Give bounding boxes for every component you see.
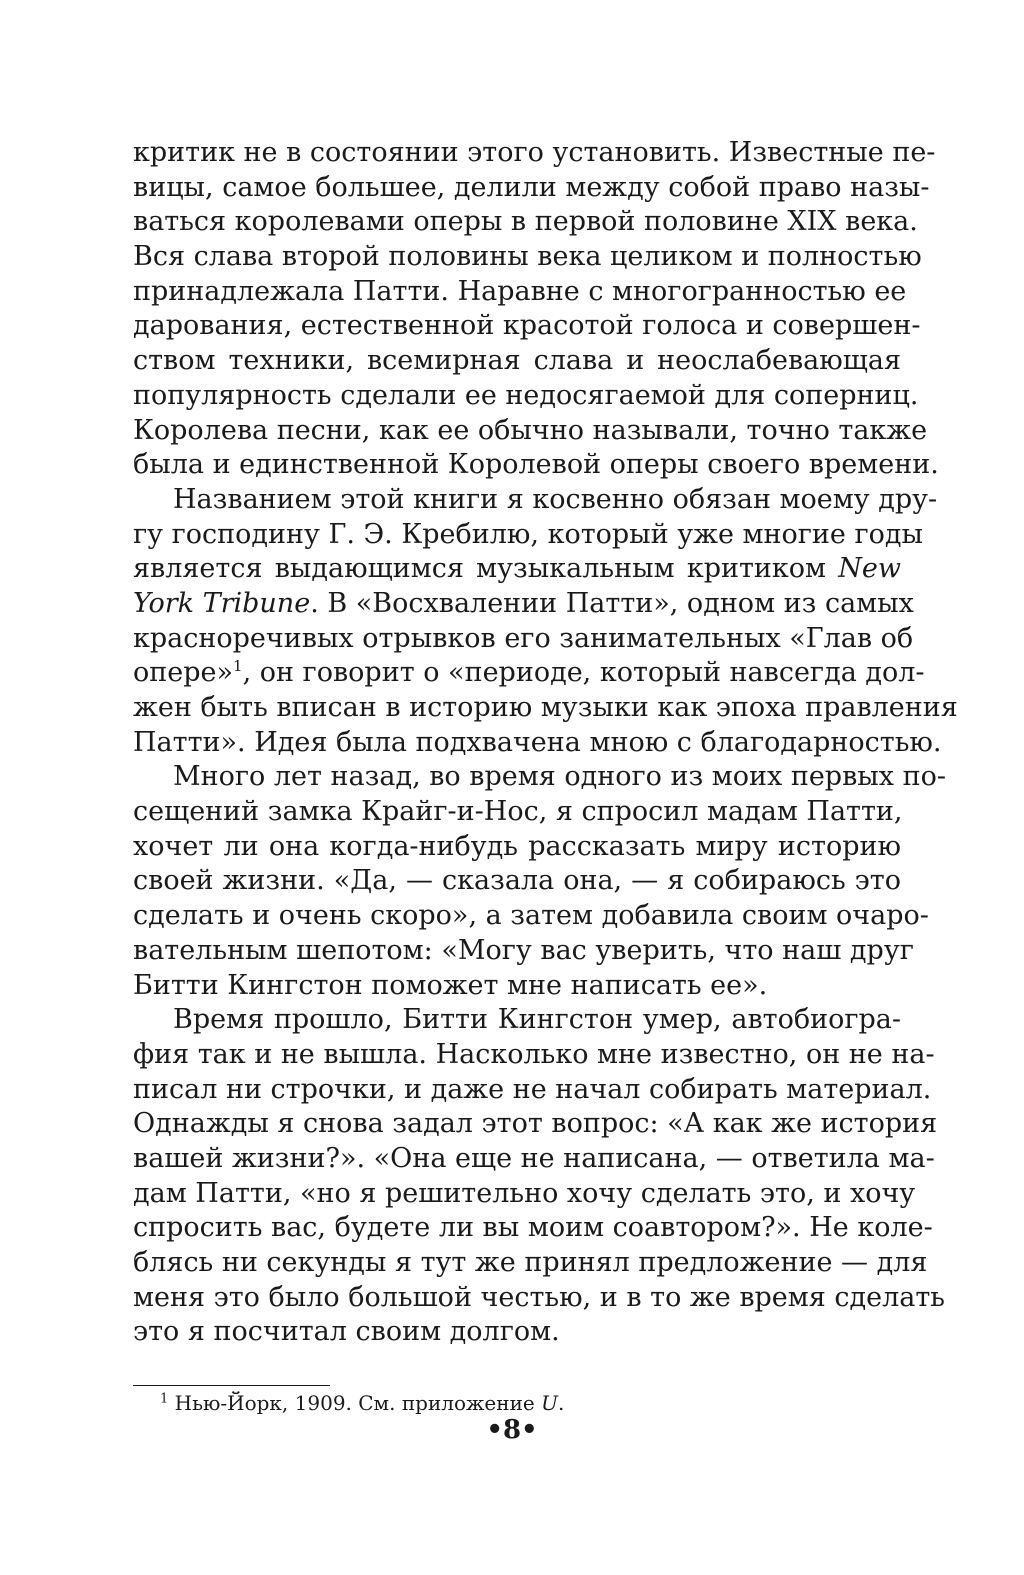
text-line: вицы, самое большее, делили между собой право назы- — [133, 171, 930, 203]
text-line: Время прошло, Битти Кингстон умер, автобиогра- — [173, 1004, 901, 1036]
text-line: блясь ни секунды я тут же принял предложение — для — [133, 1247, 928, 1278]
text-line: спросить вас, будете ли вы моим соавтором?». Не коле- — [133, 1212, 933, 1244]
text-line: гу господину Г. Э. Кребилю, который уже многие годы — [133, 518, 924, 550]
text-segment: является выдающимся музыкальным критиком — [133, 553, 839, 585]
text-line — [133, 656, 925, 691]
text-line: ством техники, всемирная слава и неослабевающая — [133, 345, 901, 377]
text-line: принадлежала Патти. Наравне с многогранностью ее — [133, 275, 907, 307]
italic-text: York Tribune — [133, 587, 311, 619]
text-line: своей жизни. «Да, — сказала она, — я собираюсь это — [133, 865, 901, 897]
text-line: хочет ли она когда-нибудь рассказать миру историю — [133, 830, 901, 862]
text-line: Названием этой книги я косвенно обязан моему дру- — [173, 483, 938, 515]
text-segment: , он говорит о «периоде, который навсегда дол- — [242, 657, 925, 689]
text-line: писал ни строчки, и даже не начал собирать материал. — [133, 1073, 932, 1105]
text-line: вательным шепотом: «Могу вас уверить, что наш друг — [133, 934, 914, 966]
text-line: Однажды я снова задал этот вопрос: «А как же история — [133, 1108, 938, 1140]
text-line: Битти Кингстон поможет мне написать ее». — [133, 969, 768, 1001]
text-segment: опере» — [133, 657, 234, 689]
italic-text: New — [838, 553, 901, 585]
text-line: вашей жизни?». «Она еще не написана, — ответила ма- — [133, 1142, 935, 1174]
text-line: дарования, естественной красотой голоса и совершен- — [133, 310, 921, 342]
text-line — [133, 552, 901, 587]
page-number: •8• — [486, 1415, 538, 1445]
body-text — [133, 136, 958, 1350]
footnote-text: Нью-Йорк, 1909. См. приложение — [168, 1391, 542, 1415]
text-line: жен быть вписан в историю музыки как эпоха правления — [133, 692, 958, 723]
footnote-end: . — [557, 1391, 565, 1415]
text-line: Вся слава второй половины века целиком и полностью — [133, 241, 922, 273]
text-segment: . В «Восхвалении Патти», одном из самых — [310, 587, 914, 619]
text-line: фия так и не вышла. Насколько мне известно, он не на- — [133, 1038, 935, 1070]
text-line: популярность сделали ее недосягаемой для соперниц. — [133, 379, 919, 411]
text-line: ваться королевами оперы в первой половине XIX века. — [133, 206, 918, 238]
text-line: была и единственной Королевой оперы своего времени. — [133, 449, 939, 481]
text-line — [133, 587, 914, 622]
text-line: дам Патти, «но я решительно хочу сделать это, и хочу — [133, 1177, 916, 1209]
text-line: меня это было большой честью, и в то же время сделать — [133, 1281, 946, 1313]
text-line: сделать и очень скоро», а затем добавила своим очаро- — [133, 900, 929, 932]
text-line: сещений замка Крайг-и-Нос, я спросил мадам Патти, — [133, 796, 903, 828]
footnote-italic: U — [541, 1391, 558, 1415]
footnote-reference[interactable]: 1 — [233, 657, 243, 676]
footnote-divider — [133, 1385, 330, 1386]
text-line: это я посчитал своим долгом. — [133, 1316, 560, 1348]
text-line: красноречивых отрывков его занимательных «Глав об — [133, 622, 914, 654]
text-line: Королева песни, как ее обычно называли, точно также — [133, 414, 928, 446]
text-line: Много лет назад, во время одного из моих первых по- — [173, 761, 946, 793]
footnote-marker: 1 — [160, 1391, 169, 1407]
text-line: критик не в состоянии этого установить. Известные пе- — [133, 137, 936, 168]
text-line: Патти». Идея была подхвачена мною с благодарностью. — [133, 726, 942, 758]
